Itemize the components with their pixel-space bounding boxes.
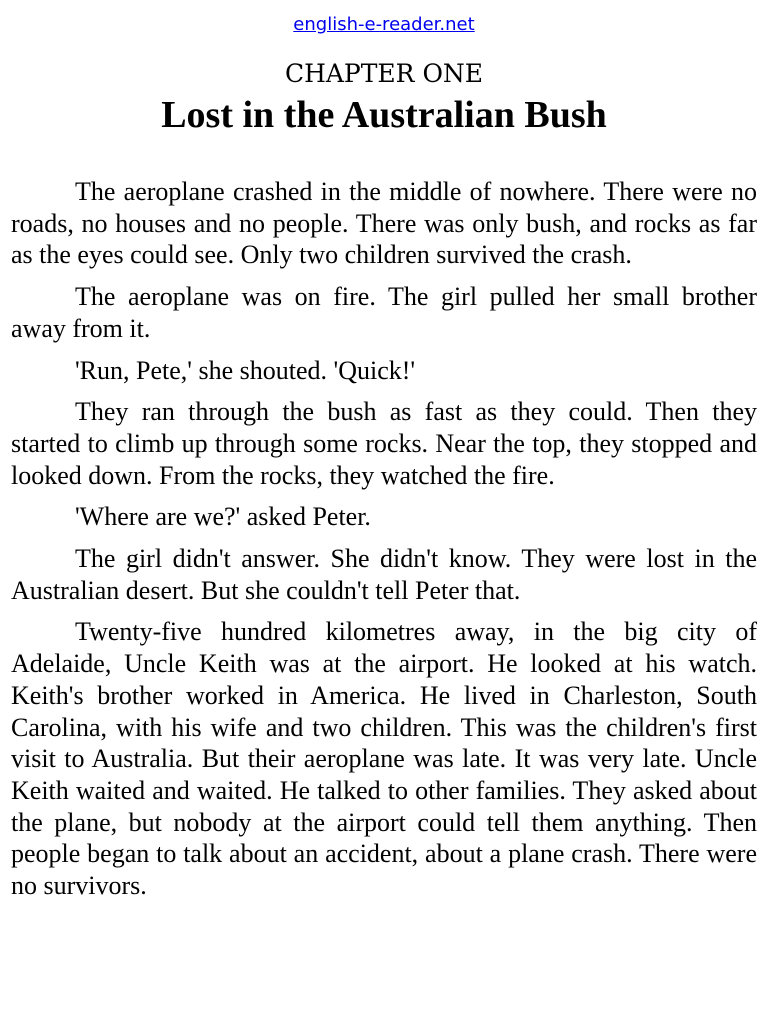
paragraph: 'Run, Pete,' she shouted. 'Quick!' [75, 355, 416, 385]
chapter-body [11, 176, 757, 902]
paragraph: The aeroplane was on fire. The girl pulled her small brother away from it. [11, 282, 757, 343]
site-link[interactable]: english-e-reader.net [293, 14, 475, 35]
paragraph: The aeroplane crashed in the middle of nowhere. There were no roads, no houses and no people. There was only bush, and rocks as far as the eyes could see. Only two children survived the crash. [11, 177, 757, 270]
paragraph: 'Where are we?' asked Peter. [75, 502, 371, 532]
chapter-title: Lost in the Australian Bush [161, 94, 607, 136]
paragraph: Twenty-five hundred kilometres away, in the big city of Adelaide, Uncle Keith was at the airport. He looked at his watch. Keith's brother worked in America. He lived in Charleston, South Carolina, with his wife and two children. This was the children's first visit to Australia. But their aeroplane was late. It was very late. Uncle Keith waited and waited. He talked to other families. They asked about the plane, but nobody at the airport could tell them anything. Then people began to talk about an accident, about a plane crash. There were no survivors. [11, 617, 757, 901]
paragraph: They ran through the bush as fast as they could. Then they started to climb up through some rocks. Near the top, they stopped and looked down. From the rocks, they watched the fire. [11, 397, 757, 490]
paragraph: The girl didn't answer. She didn't know. They were lost in the Australian desert. But she couldn't tell Peter that. [11, 544, 757, 605]
chapter-label: CHAPTER ONE [284, 59, 484, 88]
